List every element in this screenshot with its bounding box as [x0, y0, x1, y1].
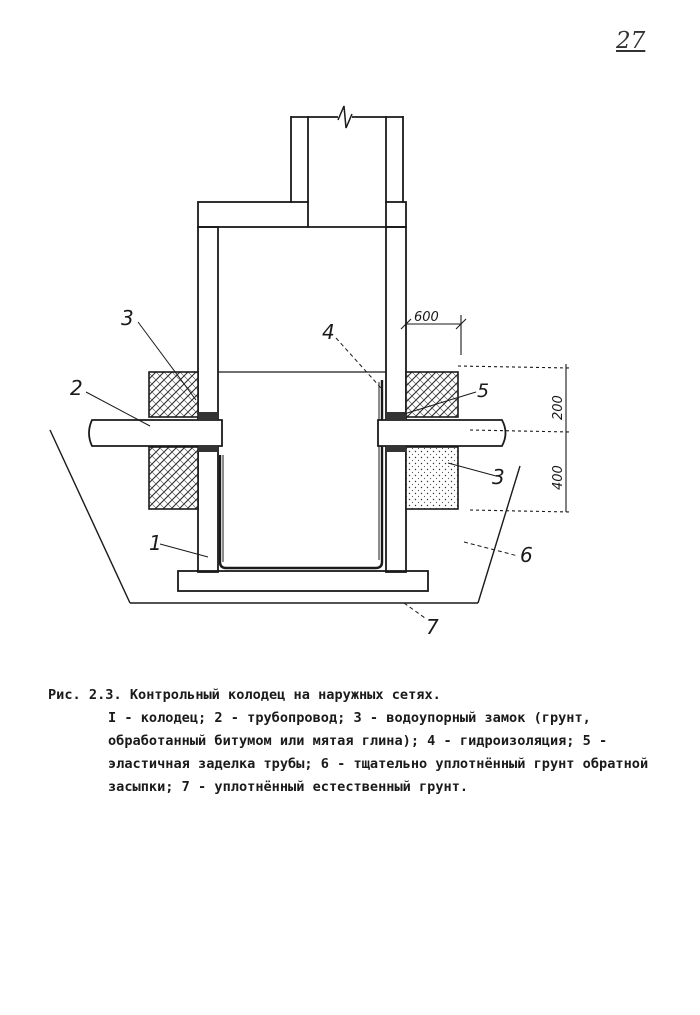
label-1-3: 3: [121, 306, 134, 330]
label-7: 7: [426, 615, 439, 639]
label-4: 4: [322, 320, 335, 344]
dimension-400: 400: [551, 465, 566, 490]
dimension-600: 600: [414, 310, 439, 325]
waterproofing-lining: [220, 380, 382, 568]
well-walls: [198, 227, 406, 572]
label-2: 2: [70, 376, 83, 400]
figure-caption: [48, 684, 668, 799]
elastic-seal: [198, 412, 406, 452]
label-3: 3: [492, 465, 505, 489]
base-slab: [178, 571, 428, 591]
label-1: 1: [149, 531, 162, 555]
dimension-200: 200: [551, 395, 566, 420]
pipeline: [89, 420, 506, 446]
label-6: 6: [520, 543, 533, 567]
cover-slab: [198, 202, 406, 227]
label-5: 5: [477, 380, 490, 402]
page-number: 27: [616, 28, 646, 54]
waterproofing-inner-line: [223, 382, 379, 562]
caption-title: Рис. 2.3. Контрольный колодец на наружных сетях.: [48, 687, 441, 703]
riser-shaft: [291, 106, 403, 203]
caption-legend: I - колодец; 2 - трубопровод; 3 - водоупорный замок (грунт, обработанный битумом или мятая глина); 4 - гидроизоляция; 5 - эластичная заделка трубы; 6 - тщательно уплотнённый грунт обратной засыпки; 7 - уплотнённый естественный грунт.: [108, 710, 649, 795]
